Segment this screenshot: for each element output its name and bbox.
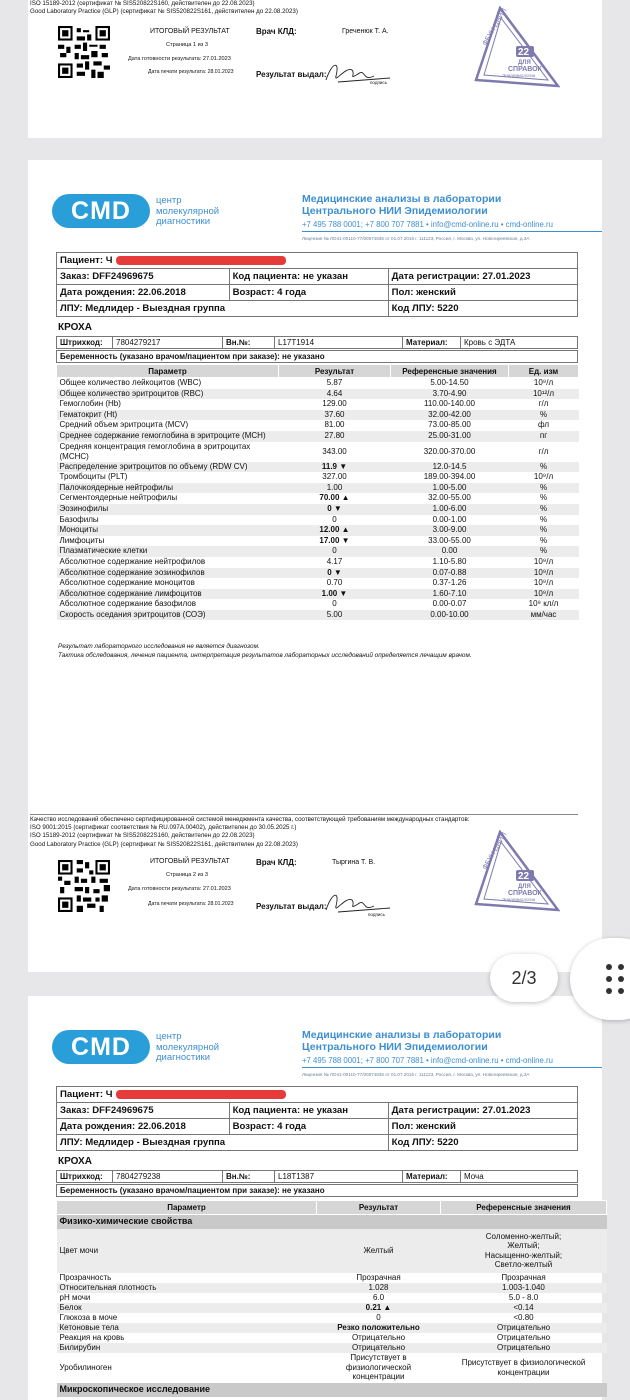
qr-code-icon [58,26,110,78]
reference-cell: <0.80 [513,1312,534,1322]
table-row [57,1293,607,1303]
unit-cell: 10⁹/л [509,589,579,600]
lpu-name: ЛПУ: Медлидер - Выездная группа [57,1135,389,1151]
lab-contacts: +7 495 788 0001; +7 800 707 7881 • info@cmd-online.ru • cmd-online.ru [302,1056,553,1065]
param-cell: Лимфоциты [59,535,105,545]
birth-date: Дата рождения: 22.06.2018 [57,1119,230,1135]
reference-cell: 1.003-1.040 [441,1283,607,1293]
order-number: Заказ: DFF24969675 [57,1103,230,1119]
table-row [57,599,579,610]
patient-code: Код пациента: не указан [229,269,388,285]
table-row [57,1273,607,1283]
unit-cell: 10⁹ кл/л [528,599,559,609]
param-cell: Абсолютное содержание эозинофилов [57,568,279,579]
svg-text:Эпидемиологии: Эпидемиологии [502,73,536,78]
table-row [57,442,579,462]
reference-cell: 320.00-370.00 [423,446,476,456]
col-reference: Референсные значения [391,365,509,378]
cbc-results-table [56,364,579,620]
col-reference: Референсные значения [441,1201,607,1215]
signature-caption: подпись [368,912,386,917]
reference-cell: 25.00-31.00 [391,431,509,442]
ready-date: Дата готовности результата: 27.01.2023 [128,886,231,892]
table-row [57,378,579,389]
result-cell: 4.17 [326,556,343,566]
table-row [57,1303,607,1313]
group-header: Физико-химические свойства [57,1215,607,1229]
param-cell: Билирубин [57,1343,317,1353]
param-cell: Белок [57,1303,317,1313]
inner-number: L17T1914 [275,337,403,349]
param-cell: Сегментоядерные нейтрофилы [59,493,178,503]
result-cell: 17.00 ▼ [319,535,350,545]
param-cell: Цвет мочи [57,1229,317,1273]
print-date: Дата печати результата: 28.01.2023 [148,69,234,75]
lab-contacts: +7 495 788 0001; +7 800 707 7881 • info@cmd-online.ru • cmd-online.ru [302,220,553,229]
patient-sex: Пол: женский [388,1119,577,1135]
result-cell: 4.64 [279,389,391,400]
page-indicator[interactable]: 2/3 [490,954,558,1002]
table-row [57,557,579,568]
unit-cell: 10⁹/л [533,472,554,482]
reference-cell: 0.00-0.07 [432,599,467,609]
result-cell: Желтый [317,1229,441,1273]
param-cell: Реакция на кровь [59,1332,125,1342]
reference-cell: Отрицательно [441,1323,607,1333]
reference-cell: 5.00-14.50 [430,378,469,387]
std-line: Good Laboratory Practice (GLP) (сертификат № SIS520822S161, действителен до 22.08.2023) [30,8,298,16]
result-cell: Резко положительно [317,1323,441,1333]
param-cell: Абсолютное содержание лимфоцитов [57,589,279,600]
result-cell: 0 ▼ [279,504,391,515]
license-text: Лицензия № ЛО41-00110-77/00574836 от 01.07.2016 г. 111123, Россия, г. Москва, ул. Новогиреевская, д.3А [302,1072,530,1077]
reference-cell: 3.00-9.00 [391,525,509,536]
urine-results-table [56,1200,607,1397]
svg-text:ДЛЯ: ДЛЯ [518,884,531,890]
param-cell: Базофилы [59,514,99,524]
result-cell: Прозрачная [356,1272,401,1282]
stamp-text: ФБУН ЦНИИ [481,7,509,48]
reference-cell: Отрицательно [441,1343,607,1353]
lab-title: Медицинские анализы в лаборатории Центрального НИИ Эпидемиологии [302,193,502,217]
param-cell: Распределение эритроцитов по объему (RDW CV) [57,462,279,473]
unit-cell: % [509,483,579,494]
barcode-value: 7804279238 [113,1171,223,1183]
group-header: Микроскопическое исследование [57,1383,607,1397]
unit-cell: мм/час [509,610,579,621]
svg-text:СПРАВОК: СПРАВОК [508,890,542,897]
result-cell: 12.00 ▲ [279,525,391,536]
barcode-value: 7804279217 [113,337,223,349]
header-divider [302,231,602,232]
license-text: Лицензия № ЛО41-00110-77/00574836 от 01.07.2016 г. 111123, Россия, г. Москва, ул. Новогиреевская, д.3А [302,236,530,241]
qr-code-icon [58,860,110,912]
table-row [57,1283,607,1293]
col-parameter: Параметр [57,365,279,378]
patient-info-table [56,1086,578,1151]
param-cell: Абсолютное содержание базофилов [59,599,196,609]
lpu-name: ЛПУ: Медлидер - Выездная группа [57,301,389,317]
result-cell: 1.00 ▼ [279,589,391,600]
unit-cell: 10⁹/л [509,568,579,579]
result-cell: 0 [279,546,391,557]
logo-subtitle: центр молекулярной диагностики [156,195,220,227]
table-row [57,1343,607,1353]
disclaimer-notes: Результат лабораторного исследования не является диагнозом. Тактика обследования, лечения пациента, интерпретация результатов лабораторных исследований определяется лечащим врачом. [58,643,472,659]
table-row [57,431,579,442]
table-row [57,1323,607,1333]
param-cell: Общее количество эритроцитов (RBC) [57,389,279,400]
pregnancy-note: Беременность (указано врачом/пациентом при заказе): не указано [56,1184,578,1197]
result-cell: 0.21 ▲ [317,1303,441,1313]
result-cell: 0 ▼ [279,568,391,579]
table-row [57,568,579,579]
issued-label: Результат выдал: [256,902,327,911]
reference-cell: 12.0-14.5 [391,462,509,473]
param-cell: Абсолютное содержание нейтрофилов [59,556,206,566]
result-cell: Присутствует в физиологической концентрации [345,1353,412,1382]
param-cell: Относительная плотность [57,1283,317,1293]
lab-header [52,1026,592,1086]
standards-text [30,0,298,16]
reference-cell: 1.00-6.00 [391,504,509,515]
table-row [57,525,579,536]
order-number: Заказ: DFF24969675 [57,269,230,285]
doctor-label: Врач КЛД: [256,27,297,36]
section-title: КРОХА [58,1156,92,1167]
reference-cell: 0.37-1.26 [432,578,467,588]
table-row [57,389,579,400]
table-row [57,399,579,410]
reference-cell: 1.10-5.80 [432,556,467,566]
inner-number: L18T1387 [275,1171,403,1183]
lab-stamp-icon [472,6,560,90]
reference-cell: 32.00-55.00 [428,493,471,503]
doctor-name: Греченюк Т. А. [342,28,389,35]
doctor-name: Тыргина Т. В. [332,859,376,866]
param-cell: Плазматические клетки [57,546,279,557]
param-cell: Средняя концентрация гемоглобина в эритроцитах (MCHC) [59,442,251,461]
reference-cell: Соломенно-желтый; Желтый; Насыщенно-желтый; Светло-желтый [441,1229,607,1273]
unit-cell: % [509,525,579,536]
page-number: Страница 2 из 3 [166,872,208,878]
material-value: Кровь с ЭДТА [461,337,578,349]
result-cell: 27.80 [279,431,391,442]
param-cell: Скорость оседания эритроцитов (СОЭ) [57,610,279,621]
quality-text: Качество исследований обеспечено сертифицированной системой менеджмента качества, соответствующей требованиям международных стандартов: ISO 9001:2015 (сертификат соответствия № RU.097А.00402), действителен до 30.05.2025 г.) ISO 15189-2012 (сертификат № SIS520822S160, действителен до 22.08.2023) Good Laboratory Practice (GLP) (сертификат № SIS520822S161, действителен до 22.08.2023) [30,814,578,849]
unit-cell: 10¹²/л [509,389,579,400]
table-row [57,410,579,421]
table-row [57,483,579,494]
table-row [57,610,579,621]
document-page-1 [28,0,602,138]
patient-age: Возраст: 4 года [229,1119,388,1135]
section-title: КРОХА [58,322,92,333]
reference-cell: 0.00-1.00 [432,514,467,524]
result-cell: 6.0 [372,1292,385,1302]
table-row [57,578,579,589]
param-cell: Среднее содержание гемоглобина в эритроците (MCH) [57,431,279,442]
sample-info-table: Штрихкод: 7804279217 Вн.№: L17T1914 Материал: Кровь с ЭДТА [56,336,578,349]
redaction-mark [116,256,286,265]
ready-date: Дата готовности результата: 27.01.2023 [128,56,231,62]
patient-info-table [56,252,578,317]
param-cell: Кетоновые тела [57,1323,317,1333]
reference-cell: <0.14 [441,1303,607,1313]
sample-info-table: Штрихкод: 7804279238 Вн.№: L18T1387 Материал: Моча [56,1170,578,1183]
result-cell: 0.70 [326,578,343,588]
reference-cell: 189.00-394.00 [423,472,476,482]
pregnancy-note: Беременность (указано врачом/пациентом при заказе): не указано [56,350,578,363]
unit-cell: пг [509,431,579,442]
patient-sex: Пол: женский [388,285,577,301]
registration-date: Дата регистрации: 27.01.2023 [388,269,577,285]
redaction-mark [116,1090,286,1099]
table-row [57,515,579,526]
param-cell: Моноциты [57,525,279,536]
print-date: Дата печати результата: 28.01.2023 [148,901,234,907]
unit-cell: 10⁹/л [533,378,554,387]
result-cell: 5.87 [326,378,343,387]
reference-cell: 1.00-5.00 [391,483,509,494]
reference-cell: 0.00 [391,546,509,557]
reference-cell: 0.07-0.88 [391,568,509,579]
lab-header [52,190,592,250]
signature-caption: подпись [370,80,388,85]
lab-stamp-icon [472,830,560,914]
result-cell: 1.028 [317,1283,441,1293]
patient-code: Код пациента: не указан [229,1103,388,1119]
result-cell: 5.00 [279,610,391,621]
reference-cell: 3.70-4.90 [391,389,509,400]
unit-cell: % [539,493,548,503]
table-row [57,472,579,483]
std-line: ISO 15189-2012 (сертификат № SIS520822S160, действителен до 22.08.2023) [30,0,255,7]
param-cell: Общее количество лейкоцитов (WBC) [59,378,202,387]
result-cell: 1.00 [279,483,391,494]
unit-cell: % [539,514,548,524]
reference-cell: 73.00-85.00 [428,420,471,430]
lpu-code: Код ЛПУ: 5220 [388,301,577,317]
result-cell: 0 [332,599,337,609]
doctor-label: Врач КЛД: [256,858,297,867]
patient-age: Возраст: 4 года [229,285,388,301]
table-row [57,1229,607,1273]
reference-cell: 110.00-140.00 [423,399,475,409]
svg-text:Эпидемиологии: Эпидемиологии [502,897,536,902]
param-cell: Средний объем эритроцита (MCV) [59,420,189,430]
reference-cell: 33.00-55.00 [428,535,471,545]
lab-title: Медицинские анализы в лаборатории Центрального НИИ Эпидемиологии [302,1029,502,1053]
result-cell: Отрицательно [351,1332,406,1342]
param-cell: Прозрачность [59,1272,112,1282]
table-row [57,536,579,547]
page-number: Страница 1 из 3 [166,42,208,48]
param-cell: Палочкоядерные нейтрофилы [57,483,279,494]
final-result-title: ИТОГОВЫЙ РЕЗУЛЬТАТ [150,858,230,865]
unit-cell: % [509,546,579,557]
table-row [57,1333,607,1343]
svg-text:СПРАВОК: СПРАВОК [508,66,542,73]
unit-cell: г/л [538,446,549,456]
table-row [57,1313,607,1323]
result-cell: 0 [332,514,337,524]
document-page-2 [28,160,602,972]
reference-cell: 32.00-42.00 [391,410,509,421]
header-divider [302,1067,602,1068]
final-result-title: ИТОГОВЫЙ РЕЗУЛЬТАТ [150,28,230,35]
table-row [57,462,579,473]
unit-cell: % [509,462,579,473]
result-cell: 37.60 [279,410,391,421]
reference-cell: Прозрачная [501,1272,546,1282]
result-cell: 11.9 ▼ [279,462,391,473]
param-cell: Гемоглобин (Hb) [59,399,121,409]
lpu-code: Код ЛПУ: 5220 [388,1135,577,1151]
param-cell: pH мочи [59,1292,91,1302]
reference-cell: 1.60-7.10 [391,589,509,600]
unit-cell: г/л [538,399,549,409]
svg-text:ФБУН ЦНИИ: ФБУН ЦНИИ [481,831,509,871]
param-cell: Абсолютное содержание моноцитов [59,578,195,588]
document-page-3 [28,996,602,1400]
result-cell: 70.00 ▲ [319,493,350,503]
col-result: Результат [279,365,391,378]
table-row [57,1353,607,1383]
unit-cell: % [509,410,579,421]
col-result: Результат [317,1201,441,1215]
svg-text:ДЛЯ: ДЛЯ [518,60,531,66]
param-cell: Тромбоциты (PLT) [59,472,128,482]
unit-cell: 10⁹/л [533,556,554,566]
table-row [57,493,579,504]
reference-cell: 5.0 - 8.0 [508,1292,539,1302]
result-cell: 343.00 [322,446,347,456]
reference-cell: 0.00-10.00 [391,610,509,621]
param-cell: Гематокрит (Ht) [57,410,279,421]
cmd-logo: CMD [52,1030,150,1064]
table-row [57,420,579,431]
unit-cell: % [539,535,548,545]
material-value: Моча [461,1171,578,1183]
result-cell: Отрицательно [317,1343,441,1353]
table-row [57,546,579,557]
param-cell: Уробилиноген [59,1362,112,1372]
issued-label: Результат выдал: [256,70,327,79]
result-cell: 81.00 [324,420,345,430]
table-row [57,589,579,600]
stamp-number: 22 [518,47,530,58]
patient-row: Пациент: Ч [57,1087,578,1103]
reference-cell: Присутствует в физиологической концентрации [461,1358,586,1377]
param-cell: Эозинофилы [57,504,279,515]
grid-dots-icon [606,964,626,994]
unit-cell: 10⁹/л [533,578,554,588]
param-cell: Глюкоза в моче [59,1312,118,1322]
col-unit: Ед. изм [509,365,579,378]
result-cell: 0 [376,1312,381,1322]
logo-subtitle: центр молекулярной диагностики [156,1031,220,1063]
birth-date: Дата рождения: 22.06.2018 [57,285,230,301]
signature-icon [318,888,398,918]
result-cell: 129.00 [322,399,347,409]
patient-row: Пациент: Ч [57,253,578,269]
reference-cell: Отрицательно [496,1332,551,1342]
unit-cell: % [509,504,579,515]
result-cell: 327.00 [322,472,347,482]
unit-cell: фл [537,420,550,430]
registration-date: Дата регистрации: 27.01.2023 [388,1103,577,1119]
svg-text:22: 22 [518,871,530,882]
cmd-logo: CMD [52,194,150,228]
table-row [57,504,579,515]
col-parameter: Параметр [57,1201,317,1215]
